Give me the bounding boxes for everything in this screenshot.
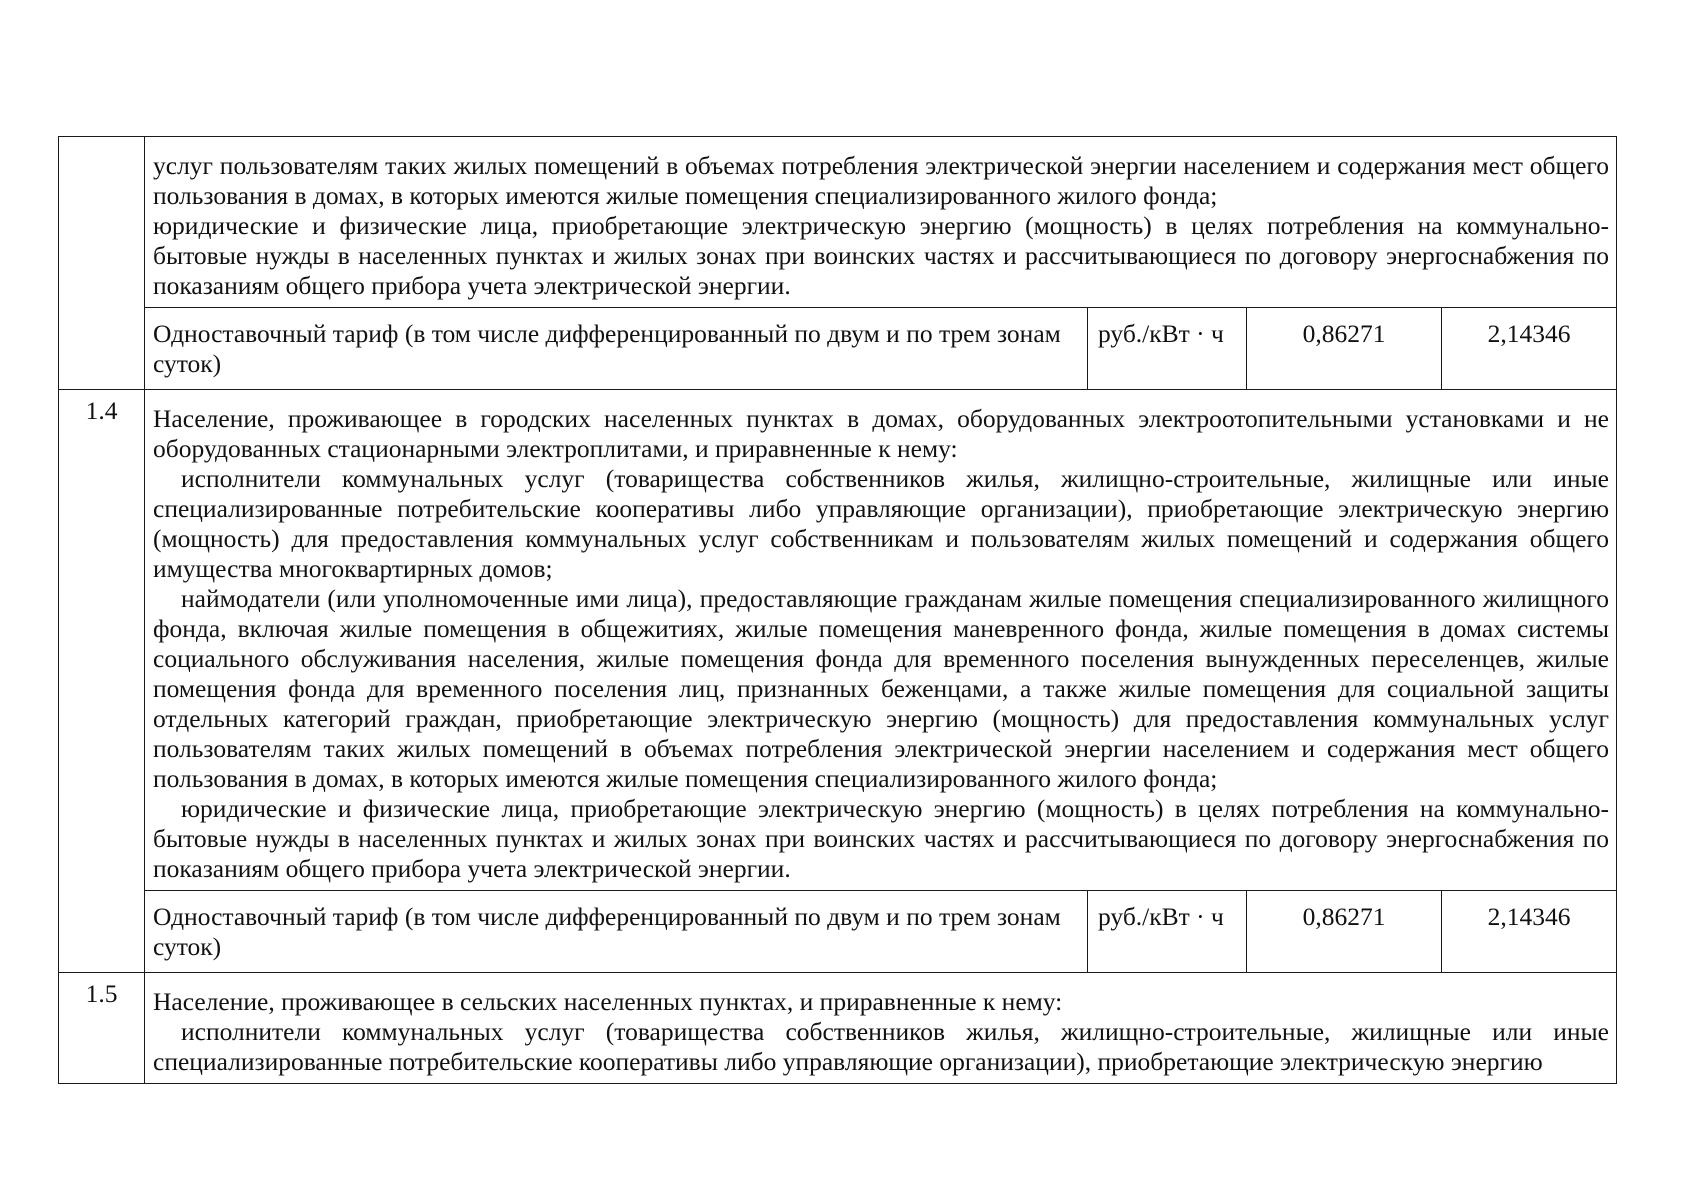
row-number-cell: 1.4 xyxy=(59,390,145,973)
tariff-value-1-cell: 0,86271 xyxy=(1247,891,1442,973)
row-number-cell: 1.5 xyxy=(59,973,145,1084)
description-paragraph: наймодатели (или уполномоченные ими лица), предоставляющие гражданам жилые помещения специализированного жилищного фонда, включая жилые помещения в общежитиях, жилые помещения маневренного фонда, жилые помещения в домах системы социального обслуживания населения, жилые помещения фонда для временного поселения вынужденных переселенцев, жилые помещения фонда для временного поселения лиц, признанных беженцами, а также жилые помещения для социальной защиты отдельных категорий граждан, приобретающие электрическую энергию (мощность) для предоставления коммунальных услуг пользователям таких жилых помещений в объемах потребления электрической энергии населением и содержания мест общего пользования в домах, в которых имеются жилые помещения специализированного жилого фонда; xyxy=(153,584,1609,793)
table-row xyxy=(59,973,1617,1084)
tariff-value-2-cell: 2,14346 xyxy=(1442,891,1617,973)
tariff-row xyxy=(59,891,1617,973)
tariff-unit-cell: руб./кВт · ч xyxy=(1088,308,1247,390)
description-paragraph: услуг пользователям таких жилых помещений в объемах потребления электрической энергии населением и содержания мест общего пользования в домах, в которых имеются жилые помещения специализированного жилого фонда; xyxy=(153,151,1609,210)
tariff-name-cell: Одноставочный тариф (в том числе дифференцированный по двум и по трем зонам суток) xyxy=(145,308,1088,390)
tariff-value-1-cell: 0,86271 xyxy=(1247,308,1442,390)
tariff-name-cell: Одноставочный тариф (в том числе дифференцированный по двум и по трем зонам суток) xyxy=(145,891,1088,973)
table-row xyxy=(59,137,1617,308)
description-heading: Население, проживающее в городских населенных пунктах в домах, оборудованных электроотопительными установками и не оборудованных стационарными электроплитами, и приравненные к нему: xyxy=(153,404,1609,463)
row-description-cell xyxy=(145,390,1617,891)
tariff-unit-cell: руб./кВт · ч xyxy=(1088,891,1247,973)
tariff-table xyxy=(58,136,1617,1084)
description-paragraph: юридические и физические лица, приобретающие электрическую энергию (мощность) в целях потребления на коммунально-бытовые нужды в населенных пунктах и жилых зонах при воинских частях и рассчитывающиеся по договору энергоснабжения по показаниям общего прибора учета электрической энергии. xyxy=(153,211,1609,300)
row-number-cell xyxy=(59,137,145,390)
description-paragraph: исполнители коммунальных услуг (товарищества собственников жилья, жилищно-строительные, жилищные или иные специализированные потребительские кооперативы либо управляющие организации), приобретающие электрическую энергию (мощность) для предоставления коммунальных услуг собственникам и пользователям жилых помещений и содержания общего имущества многоквартирных домов; xyxy=(153,464,1609,583)
table-row xyxy=(59,390,1617,891)
tariff-value-2-cell: 2,14346 xyxy=(1442,308,1617,390)
description-paragraph: юридические и физические лица, приобретающие электрическую энергию (мощность) в целях потребления на коммунально-бытовые нужды в населенных пунктах и жилых зонах при воинских частях и рассчитывающиеся по договору энергоснабжения по показаниям общего прибора учета электрической энергии. xyxy=(153,794,1609,883)
row-description-cell xyxy=(145,973,1617,1084)
description-paragraph: исполнители коммунальных услуг (товарищества собственников жилья, жилищно-строительные, жилищные или иные специализированные потребительские кооперативы либо управляющие организации), приобретающие электрическую энергию xyxy=(153,1017,1609,1076)
tariff-row xyxy=(59,308,1617,390)
row-description-cell xyxy=(145,137,1617,308)
description-heading: Население, проживающее в сельских населенных пунктах, и приравненные к нему: xyxy=(153,987,1063,1016)
